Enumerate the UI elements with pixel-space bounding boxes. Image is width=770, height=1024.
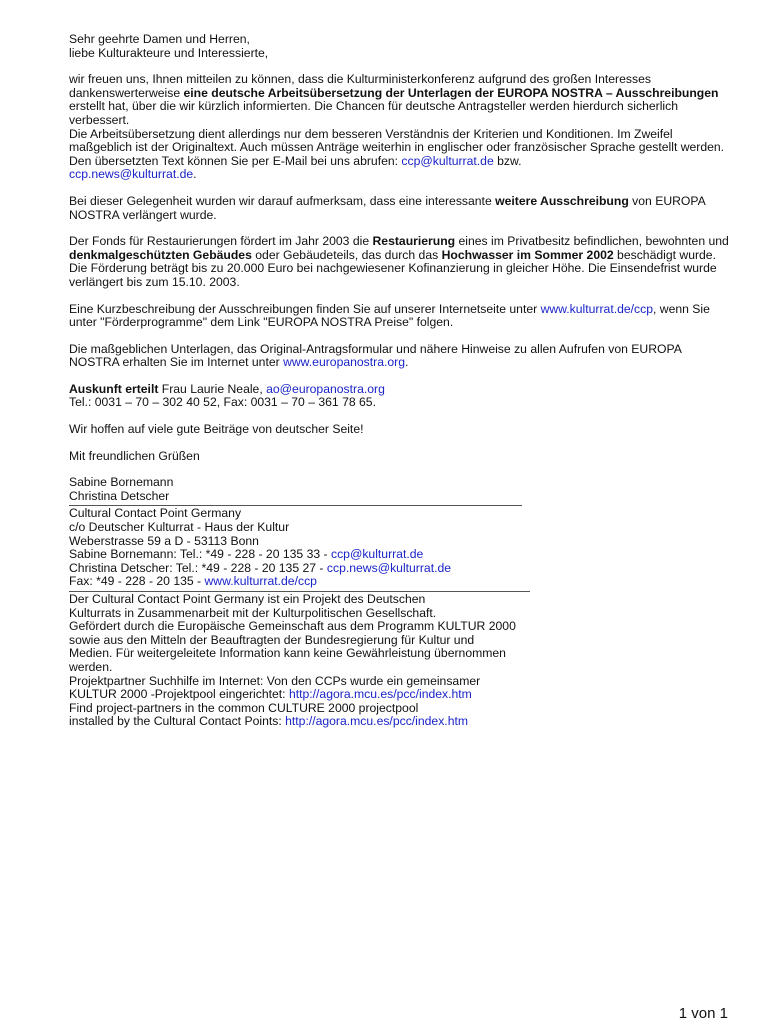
paragraph-translation [69, 73, 729, 127]
footer-line: Medien. Für weitergeleitete Information kann keine Gewährleistung übernommen [69, 646, 506, 661]
bold-text: Auskunft erteilt [69, 381, 159, 396]
text: eines im Privatbesitz befindlichen, bewohnten und [455, 234, 729, 249]
text: von EUROPA NOSTRA verlängert wurde. [69, 193, 706, 222]
bold-text: Hochwasser im Sommer 2002 [441, 247, 614, 262]
page-number: 1 von 1 [678, 1005, 728, 1022]
signature-co: c/o Deutscher Kulturrat - Haus der Kultur [69, 520, 290, 535]
text: Frau Laurie Neale, [158, 381, 267, 396]
text: Eine Kurzbeschreibung der Ausschreibungen finden Sie auf unserer Internetseite unter [69, 301, 541, 316]
web-link-europanostra[interactable]: www.europanostra.org [283, 355, 406, 370]
footer-line [69, 688, 729, 702]
footer-line: werden. [69, 659, 113, 674]
signature-street: Weberstrasse 59 a D - 53113 Bonn [69, 533, 259, 548]
text: . [193, 167, 197, 182]
text: installed by the Cultural Contact Points: [69, 714, 286, 729]
email-link-ccp-news[interactable]: ccp.news@kulturrat.de [326, 560, 452, 575]
web-link-agora[interactable]: http://agora.mcu.es/pcc/index.htm [288, 687, 472, 702]
signature-tel-2 [69, 562, 729, 576]
signature-tel-1 [69, 548, 729, 562]
bold-text: Restaurierung [372, 234, 456, 249]
text: oder Gebäudeteils, das durch das [251, 247, 442, 262]
text: bzw. [493, 153, 522, 168]
sender-name-1: Sabine Bornemann [69, 475, 174, 490]
footer-line: Gefördert durch die Europäische Gemeinschaft aus dem Programm KULTUR 2000 [69, 619, 516, 634]
web-link-kulturrat[interactable]: www.kulturrat.de/ccp [540, 301, 653, 316]
email-body [69, 33, 729, 729]
email-link-ccp-news[interactable]: ccp.news@kulturrat.de [69, 167, 194, 182]
text: Fax: *49 - 228 - 20 135 - [69, 574, 205, 589]
web-link-agora[interactable]: http://agora.mcu.es/pcc/index.htm [285, 714, 469, 729]
closing-regards: Mit freundlichen Grüßen [69, 448, 200, 463]
paragraph-summary [69, 303, 729, 330]
paragraph-extension [69, 195, 729, 222]
contact-phone: Tel.: 0031 – 70 – 302 40 52, Fax: 0031 – 70 – 361 78 65. [69, 395, 376, 410]
footer-line: Der Cultural Contact Point Germany ist ein Projekt des Deutschen [69, 592, 426, 606]
contact-info [69, 383, 729, 397]
paragraph-documents [69, 343, 729, 370]
text: . [405, 355, 409, 370]
greeting-line-2: liebe Kulturakteure und Interessierte, [69, 45, 269, 60]
footer-line: Find project-partners in the common CULTURE 2000 projectpool [69, 700, 419, 715]
web-link-kulturrat[interactable]: www.kulturrat.de/ccp [204, 574, 317, 589]
email-link-europanostra[interactable]: ao@europanostra.org [266, 381, 385, 396]
signature-fax [69, 575, 729, 589]
bold-text: denkmalgeschützten Gebäudes [69, 247, 252, 262]
text: Sabine Bornemann: Tel.: *49 - 228 - 20 135 33 - [69, 547, 331, 562]
closing-hope: Wir hoffen auf viele gute Beiträge von deutscher Seite! [69, 422, 364, 437]
paragraph-fund [69, 235, 729, 289]
footer-line: Kulturrats in Zusammenarbeit mit der Kulturpolitischen Gesellschaft. [69, 605, 437, 620]
email-link-ccp[interactable]: ccp@kulturrat.de [330, 547, 424, 562]
email-link-ccp[interactable]: ccp@kulturrat.de [401, 153, 494, 168]
text: wir freuen uns, Ihnen mitteilen zu können, dass die Kulturministerkonferenz aufgrund des großen Interesses dankenswerterweise [69, 72, 651, 100]
text: Die maßgeblichen Unterlagen, das Original-Antragsformular und nähere Hinweise zu allen Aufrufen von EUROPA NOSTRA erhalten Sie im Internet unter [69, 341, 682, 370]
text: beschädigt wurde. Die Förderung beträgt bis zu 20.000 Euro bei nachgewiesener Kofinanzierung in gleicher Höhe. Die Einsendefrist wurde verlängert bis zum 15.10. 2003. [69, 247, 717, 289]
text: erstellt hat, über die wir kürzlich informierten. Die Chancen für deutsche Antragsteller werden hierdurch sicherlich verbessert. [69, 99, 678, 127]
signature-org: Cultural Contact Point Germany [69, 506, 242, 521]
text: Christina Detscher: Tel.: *49 - 228 - 20 135 27 - [69, 560, 327, 575]
text: Der Fonds für Restaurierungen fördert im Jahr 2003 die [69, 234, 373, 249]
footer-line: Projektpartner Suchhilfe im Internet: Von den CCPs wurde ein gemeinsamer [69, 673, 481, 688]
bold-text: weitere Ausschreibung [495, 193, 629, 208]
text: KULTUR 2000 -Projektpool eingerichtet: [69, 687, 289, 702]
footer-line: sowie aus den Mitteln der Beauftragten der Bundesregierung für Kultur und [69, 632, 475, 647]
bold-text: eine deutsche Arbeitsübersetzung der Unterlagen der EUROPA NOSTRA – Ausschreibungen [183, 85, 719, 100]
paragraph-translation-note [69, 128, 729, 182]
footer-line [69, 715, 729, 729]
text: Die Arbeitsübersetzung dient allerdings nur dem besseren Verständnis der Kriterien und Konditionen. Im Zweifel maßgeblich ist der Originaltext. Auch müssen Anträge weiterhin in englischer oder französischer Sprache gestellt werden. Den übersetzten Text können Sie per E-Mail bei uns abrufen: [69, 126, 725, 168]
text: Bei dieser Gelegenheit wurden wir darauf aufmerksam, dass eine interessante [69, 193, 496, 208]
text: , wenn Sie unter "Förderprogramme" dem Link "EUROPA NOSTRA Preise" folgen. [69, 301, 710, 330]
sender-name-2: Christina Detscher [69, 488, 170, 503]
greeting-line-1: Sehr geehrte Damen und Herren, [69, 32, 250, 46]
